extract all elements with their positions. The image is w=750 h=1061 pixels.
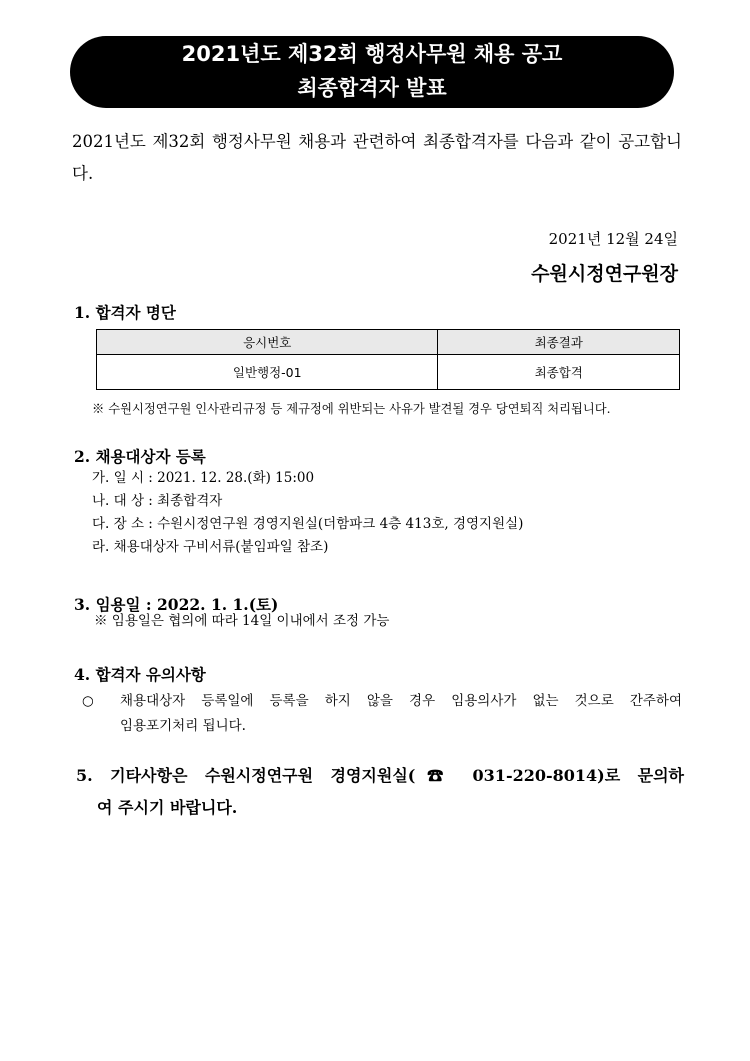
header-final-result: 최종결과 <box>438 330 680 355</box>
table-header-row <box>97 330 680 355</box>
section-4-title: 4. 합격자 유의사항 <box>74 665 206 684</box>
caution-text-line-1: 채용대상자 등록일에 등록을 하지 않을 경우 임용의사가 없는 것으로 간주하여 <box>120 693 682 709</box>
section-1-title: 1. 합격자 명단 <box>74 303 176 322</box>
contact-line-1: 5. 기타사항은 수원시정연구원 경영지원실(☎ 031-220-8014)로 문의하 <box>76 766 684 785</box>
title-banner <box>70 36 674 108</box>
header-exam-number: 응시번호 <box>97 330 438 355</box>
title-line-2: 최종합격자 발표 <box>297 76 447 100</box>
circle-bullet-icon: ○ <box>82 693 94 709</box>
section-5-contact <box>76 760 684 824</box>
cell-exam-number: 일반행정-01 <box>97 355 438 390</box>
section-1-note: ※ 수원시정연구원 인사관리규정 등 제규정에 위반되는 사유가 발견될 경우 당연퇴직 처리됩니다. <box>92 402 611 416</box>
announcement-date: 2021년 12월 24일 <box>548 230 678 248</box>
cell-final-result: 최종합격 <box>438 355 680 390</box>
section-3-title: 3. 임용일 : 2022. 1. 1.(토) <box>74 595 279 614</box>
caution-text-line-2: 임용포기처리 됩니다. <box>120 718 246 734</box>
list-item: 라. 채용대상자 구비서류(붙임파일 참조) <box>92 539 329 555</box>
intro-paragraph: 2021년도 제32회 행정사무원 채용과 관련하여 최종합격자를 다음과 같이 공고합니다. <box>72 132 682 183</box>
contact-line-2: 여 주시기 바랍니다. <box>97 798 238 817</box>
signer: 수원시정연구원장 <box>531 263 678 285</box>
section-3-note: ※ 임용일은 협의에 따라 14일 이내에서 조정 가능 <box>94 613 390 629</box>
title-line-1: 2021년도 제32회 행정사무원 채용 공고 <box>181 42 563 66</box>
list-item: 다. 장 소 : 수원시정연구원 경영지원실(더함파크 4층 413호, 경영지원실) <box>92 516 524 532</box>
list-item: 가. 일 시 : 2021. 12. 28.(화) 15:00 <box>92 470 315 486</box>
list-item: 나. 대 상 : 최종합격자 <box>92 493 223 509</box>
section-2-title: 2. 채용대상자 등록 <box>74 447 206 466</box>
table-row <box>97 355 680 390</box>
result-table <box>96 329 680 390</box>
registration-list <box>92 467 523 559</box>
